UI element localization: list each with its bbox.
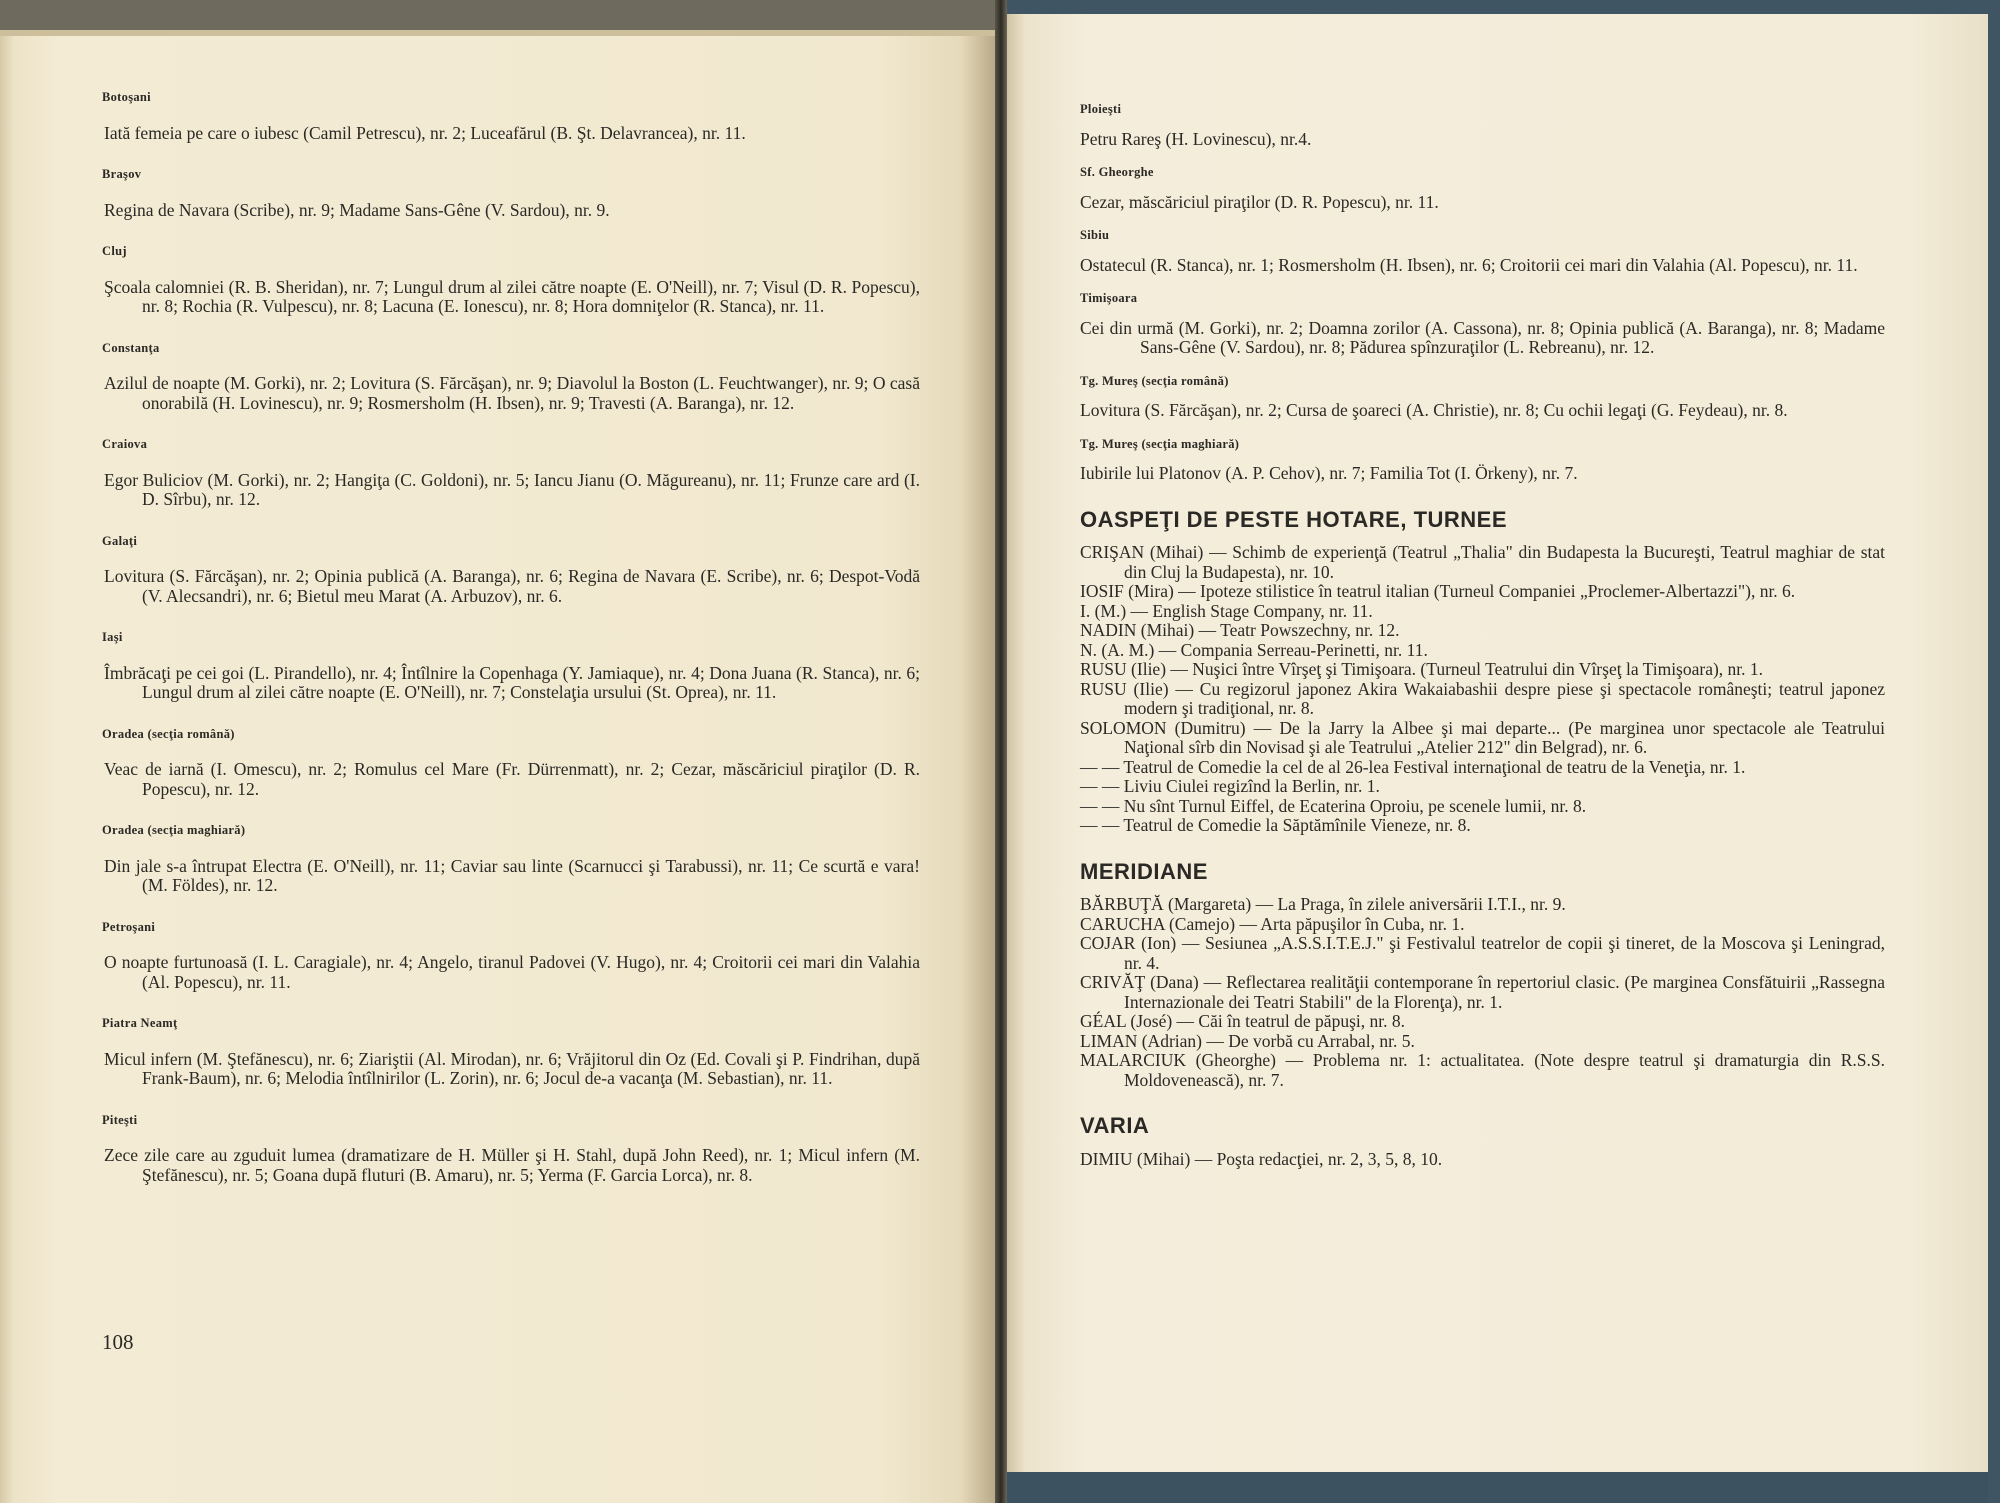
book-spine [995,0,1007,1503]
list-item: CRIVĂŢ (Dana) — Reflectarea realităţii contemporane în repertoriul clasic. (Pe marginea Consfătuirii „Rassegna Internazionale dei Teatri Stabili" de la Florenţa), nr. 1. [1080,972,1885,1012]
city-heading: Piteşti [102,1112,138,1127]
city-heading: Sf. Gheorghe [1080,165,1154,179]
city-heading: Braşov [102,167,142,181]
varia-list [1080,1150,1885,1170]
list-item: SOLOMON (Dumitru) — De la Jarry la Albee şi mai departe... (Pe marginea unor spectacole ale Teatrului Naţional sîrb din Novisad şi ale Teatrului „Atelier 212" din Belgrad), nr. 6. [1080,717,1885,757]
page-number: 108 [102,1330,134,1354]
city-heading: Timişoara [1080,291,1138,305]
repertoire-entry: Iubirile lui Platonov (A. P. Cehov), nr. 7; Familia Tot (I. Örkeny), nr. 7. [1080,463,1578,483]
list-item: — — Teatrul de Comedie la cel de al 26-lea Festival internaţional de teatru de la Veneţia, nr. 1. [1080,756,1746,777]
city-heading: Galaţi [102,533,138,548]
repertoire-entry: Cezar, măscăriciul piraţilor (D. R. Popescu), nr. 11. [1080,191,1439,212]
list-item: LIMAN (Adrian) — De vorbă cu Arrabal, nr. 5. [1080,1030,1415,1051]
repertoire-entry: Din jale s-a întrupat Electra (E. O'Neill), nr. 11; Caviar sau linte (Scarnucci şi Tarabussi), nr. 11; Ce scurtă e vara! (M. Földes), nr. 12. [104,855,920,895]
list-item: DIMIU (Mihai) — Poşta redacţiei, nr. 2, 3, 5, 8, 10. [1080,1148,1443,1169]
section-heading-meridiane: MERIDIANE [1080,858,1208,884]
repertoire-entry: Zece zile care au zguduit lumea (dramatizare de H. Müller şi H. Stahl, după John Reed), nr. 1; Micul infern (M. Ştefănescu), nr. 5; Goana după fluturi (B. Amaru), nr. 5; Yerma (F. Garcia Lorca), nr. 8. [104,1145,920,1185]
repertoire-entry: Lovitura (S. Fărcăşan), nr. 2; Cursa de şoareci (A. Christie), nr. 8; Cu ochii legaţi (G. Feydeau), nr. 8. [1080,400,1788,420]
repertoire-entry: Îmbrăcaţi pe cei goi (L. Pirandello), nr. 4; Întîlnire la Copenhaga (Y. Jamiaque), nr. 4; Dona Juana (R. Stanca), nr. 6; Lungul drum al zilei către noapte (E. O'Neill), nr. 7; Constelaţia ursului (St. Oprea), nr. 11. [104,662,920,702]
list-item: — — Liviu Ciulei regizînd la Berlin, nr. 1. [1080,776,1380,796]
list-item: COJAR (Ion) — Sesiunea „A.S.S.I.T.E.J." şi Festivalul teatrelor de copii şi tineret, de la Moscova şi Leningrad, nr. 4. [1080,933,1885,973]
list-item: N. (A. M.) — Compania Serreau-Perinetti, nr. 11. [1080,639,1428,660]
city-heading: Craiova [102,437,148,451]
repertoire-entry: Iată femeia pe care o iubesc (Camil Petrescu), nr. 2; Luceafărul (B. Şt. Delavrancea), nr. 11. [104,122,746,143]
repertoire-entry: Ostatecul (R. Stanca), nr. 1; Rosmersholm (H. Ibsen), nr. 6; Croitorii cei mari din Valahia (Al. Popescu), nr. 11. [1080,254,1858,275]
list-item: CRIŞAN (Mihai) — Schimb de experienţă (Teatrul „Thalia" din Budapesta la Bucureşti, Teatrul maghiar de stat din Cluj la Budapesta), nr. 10. [1080,542,1885,582]
city-heading: Botoşani [102,90,151,104]
city-heading: Tg. Mureş (secţia română) [1080,373,1229,388]
list-item: I. (M.) — English Stage Company, nr. 11. [1080,600,1373,621]
list-item: RUSU (Ilie) — Nuşici între Vîrşeţ şi Timişoara. (Turneul Teatrului din Vîrşeţ la Timişoara), nr. 1. [1080,659,1764,679]
repertoire-entry: O noapte furtunoasă (I. L. Caragiale), nr. 4; Angelo, tiranul Padovei (V. Hugo), nr. 4; Croitorii cei mari din Valahia (Al. Popescu), nr. 11. [104,952,920,992]
city-heading: Petroşani [102,919,156,934]
list-item: — — Teatrul de Comedie la Săptămînile Vieneze, nr. 8. [1080,815,1471,835]
repertoire-entry: Şcoala calomniei (R. B. Sheridan), nr. 7; Lungul drum al zilei către noapte (E. O'Neill), nr. 7; Visul (D. R. Popescu), nr. 8; Rochia (R. Vulpescu), nr. 8; Lacuna (E. Ionescu), nr. 8; Hora domniţelor (R. Stanca), nr. 11. [104,276,920,316]
cover-edge-right [1988,0,2000,1503]
city-heading: Ploieşti [1080,102,1122,116]
list-item: RUSU (Ilie) — Cu regizorul japonez Akira Wakaiabashii despre piese şi spectacole româneşti; teatrul japonez modern şi tradiţional, nr. 8. [1080,678,1885,718]
city-heading: Sibiu [1080,228,1110,242]
repertoire-entry: Lovitura (S. Fărcăşan), nr. 2; Opinia publică (A. Baranga), nr. 6; Regina de Navara (E. Scribe), nr. 6; Despot-Vodă (V. Alecsandri), nr. 6; Bietul meu Marat (A. Arbuzov), nr. 6. [104,566,920,606]
repertoire-entry: Azilul de noapte (M. Gorki), nr. 2; Lovitura (S. Fărcăşan), nr. 9; Diavolul la Boston (L. Feuchtwanger), nr. 9; O casă onorabilă (H. Lovinescu), nr. 9; Rosmersholm (H. Ibsen), nr. 9; Travesti (A. Baranga), nr. 12. [104,373,920,413]
meridiane-list [1080,895,1885,1090]
repertoire-entry: Petru Rareş (H. Lovinescu), nr.4. [1080,128,1312,149]
list-item: MALARCIUK (Gheorghe) — Problema nr. 1: actualitatea. (Note despre teatrul şi dramaturgia din R.S.S. Moldovenească), nr. 7. [1080,1050,1885,1090]
city-heading: Constanţa [102,340,160,355]
city-heading: Oradea (secţia maghiară) [102,823,246,837]
city-heading: Tg. Mureş (secţia maghiară) [1080,436,1240,451]
list-item: BĂRBUŢĂ (Margareta) — La Praga, în zilele aniversării I.T.I., nr. 9. [1080,894,1566,914]
section-heading-oaspeti: OASPEŢI DE PESTE HOTARE, TURNEE [1080,506,1508,532]
repertoire-entry: Egor Buliciov (M. Gorki), nr. 2; Hangiţa (C. Goldoni), nr. 5; Iancu Jianu (O. Măgureanu), nr. 11; Frunze care ard (I. D. Sîrbu), nr. 12. [104,469,920,509]
city-heading: Oradea (secţia română) [102,726,235,741]
left-column [102,88,920,1185]
repertoire-entry: Regina de Navara (Scribe), nr. 9; Madame Sans-Gêne (V. Sardou), nr. 9. [104,199,610,220]
repertoire-entry: Veac de iarnă (I. Omescu), nr. 2; Romulus cel Mare (Fr. Dürrenmatt), nr. 2; Cezar, măscăriciul piraţilor (D. R. Popescu), nr. 12. [104,759,920,799]
cover-edge-bottom [1007,1470,2000,1503]
list-item: IOSIF (Mira) — Ipoteze stilistice în teatrul italian (Turneul Companiei „Proclemer-Albertazzi"), nr. 6. [1080,581,1796,601]
list-item: CARUCHA (Camejo) — Arta păpuşilor în Cuba, nr. 1. [1080,913,1465,934]
right-column [1080,100,1885,1169]
city-heading: Cluj [102,244,127,258]
section-heading-varia: VARIA [1080,1113,1150,1138]
repertoire-entry: Micul infern (M. Ştefănescu), nr. 6; Ziariştii (Al. Mirodan), nr. 6; Vrăjitorul din Oz (Ed. Covali şi P. Findrihan, după Frank-Baum), nr. 6; Melodia întîlnirilor (L. Zorin), nr. 6; Jocul de-a vacanţa (M. Sebastian), nr. 11. [104,1048,920,1088]
list-item: NADIN (Mihai) — Teatr Powszechny, nr. 12. [1080,620,1400,640]
repertoire-entry: Cei din urmă (M. Gorki), nr. 2; Doamna zorilor (A. Cassona), nr. 8; Opinia publică (A. Baranga), nr. 8; Madame Sans-Gêne (V. Sardou), nr. 8; Pădurea spînzuraţilor (L. Rebreanu), nr. 12. [1080,317,1885,357]
list-item: GÉAL (José) — Căi în teatrul de păpuşi, nr. 8. [1080,1011,1405,1031]
city-heading: Piatra Neamţ [102,1016,178,1030]
city-heading: Iaşi [102,630,123,644]
list-item: — — Nu sînt Turnul Eiffel, de Ecaterina Oproiu, pe scenele lumii, nr. 8. [1080,795,1587,816]
oaspeti-list [1080,543,1885,836]
